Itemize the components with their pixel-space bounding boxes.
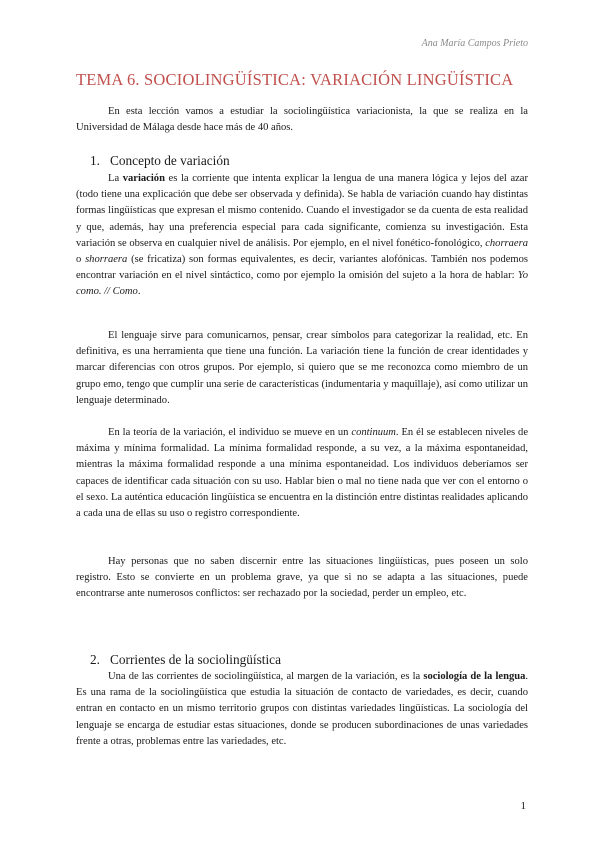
section-2-title: Corrientes de la sociolingüística: [110, 652, 281, 667]
page-number: 1: [520, 800, 526, 812]
section-2-number: 2.: [90, 652, 100, 667]
term-variacion: variación: [122, 173, 165, 184]
section-1-heading: [90, 153, 230, 169]
section-1-title: Concepto de variación: [110, 153, 230, 168]
term-shorraera: shorraera: [85, 254, 128, 266]
term-continuum: continuum: [351, 427, 396, 438]
section-1-paragraph-4: Hay personas que no saben discernir entre las situaciones lingüísticas, pues poseen un solo registro. Esto se convierte en un problema grave, ya que si no se adapta a las situaciones, puede encontrarse ante numerosos conflictos: ser rechazado por la sociedad, perder un empleo, etc.: [76, 556, 528, 600]
header-author: Ana María Campos Prieto: [421, 38, 528, 49]
document-title: TEMA 6. SOCIOLINGÜÍSTICA: VARIACIÓN LINGÜÍSTICA: [76, 70, 514, 89]
example-yo-como: Yo como. // Como: [76, 270, 528, 298]
section-2-heading: [90, 652, 281, 668]
section-1-paragraph-1: La variación es la corriente que intenta explicar la lengua de una manera lógica y lejos del azar (todo tiene una explicación que debe ser observada y definida). Se habla de variación cuando hay distintas formas lingüísticas que expresan el mismo contenido. Cuando el investigador se da cuenta de esta realidad y que, además, hay una preferencia especial para cada significante, comienza su investigación. Esta variación se observa en cualquier nivel de análisis. Por ejemplo, en el nivel fonético-fonológico, chorraera o shorraera (se fricatiza) son formas equivalentes, es decir, variantes alofónicas. También nos podemos encontrar variación en el nivel sintáctico, como por ejemplo la omisión del sujeto a la hora de hablar: Yo como. // Como.: [76, 173, 528, 298]
term-chorraera: chorraera: [485, 237, 528, 249]
section-1-number: 1.: [90, 153, 100, 168]
intro-paragraph: En esta lección vamos a estudiar la sociolingüística variacionista, la que se realiza en la Universidad de Málaga desde hace más de 40 años.: [76, 106, 528, 134]
section-2-paragraph-1: Una de las corrientes de sociolingüística, al margen de la variación, es la sociología de la lengua. Es una rama de la sociolingüística que estudia la situación de contacto de variedades, es decir, cuando entran en contacto en un mismo territorio grupos con distintas variedades lingüísticas. La sociología del lenguaje se encarga de estudiar estas situaciones, donde se producen subordinaciones de unas variedades frente a otras, problemas entre las variedades, etc.: [76, 671, 528, 747]
section-1-paragraph-3: En la teoría de la variación, el individuo se mueve en un continuum. En él se establecen niveles de máxima y mínima formalidad. La mínima formalidad responde, a su vez, a la máxima espontaneidad, mientras la máxima formalidad responde a una mínima espontaneidad. Los individuos deberíamos ser capaces de identificar cada situación con su uso. Hablar bien o mal no tiene nada que ver con el entorno o el sexo. La auténtica educación lingüística se encuentra en la distinción entre distintas realidades aplicando a cada una de ellas su uso o registro correspondiente.: [76, 427, 528, 520]
section-1-paragraph-2: El lenguaje sirve para comunicarnos, pensar, crear símbolos para categorizar la realidad, etc. En definitiva, es una herramienta que tiene una función. La variación tiene la función de crear identidades y marcar diferencias con otros grupos. Por ejemplo, si quiero que se me reconozca como miembro de un grupo emo, tengo que cumplir una serie de características (indumentaria y maquillaje), así como utilizar un lenguaje determinado.: [76, 330, 528, 406]
term-sociologia-de-la-lengua: sociología de la lengua: [423, 671, 526, 682]
